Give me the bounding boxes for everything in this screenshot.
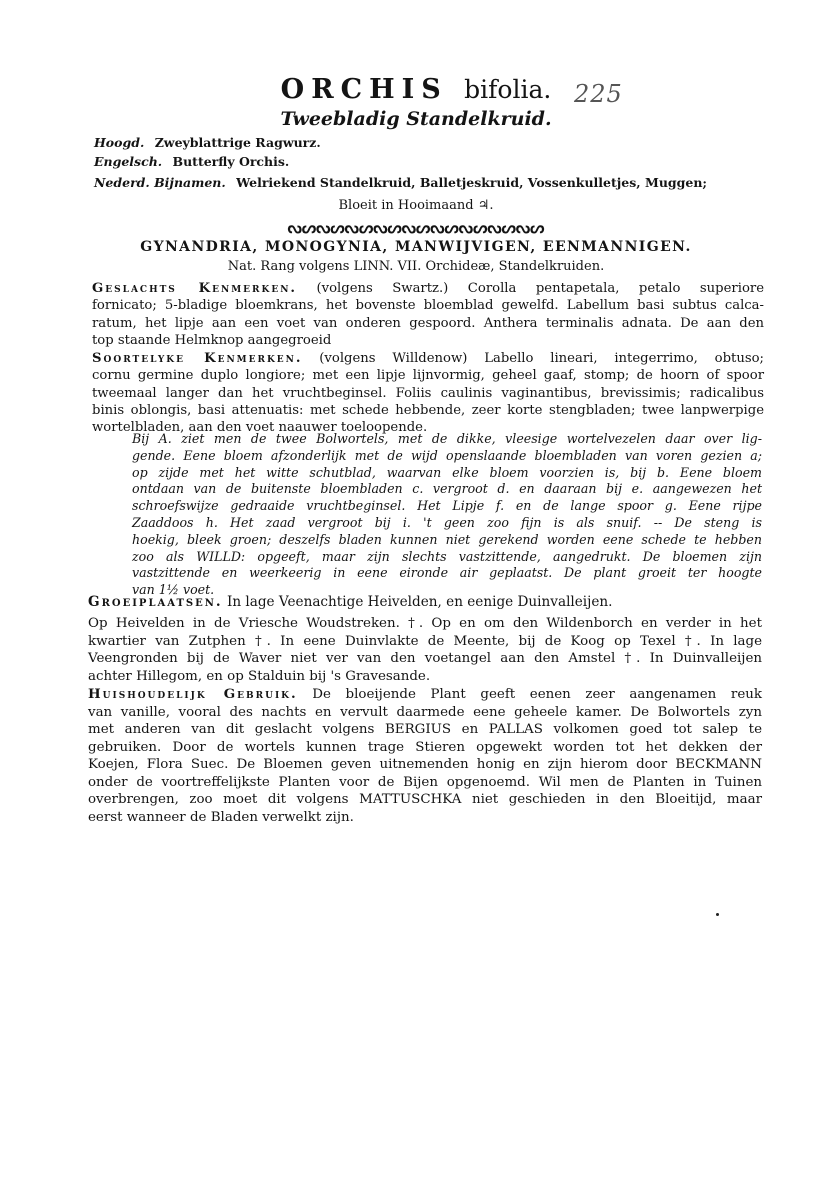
economic-use-line: De bloeijende Plant geeft eenen zeer aangenamen reuk xyxy=(312,687,762,702)
german-name-line xyxy=(94,135,321,150)
plate-description-line: gende. Eene bloem afzonderlijk met de wijd openslaande bloembladen van voren gezien a; xyxy=(132,447,762,463)
plate-description-line: Zaaddoos h. Het zaad vergroot bij i. 't geen zoo fijn is als snuif. -- De steng is xyxy=(132,514,762,530)
locations-line: achter Hillegom, en op Stalduin bij 's Gravesande. xyxy=(88,668,431,684)
page-number: 225 xyxy=(574,80,623,108)
plate-description-line: Bij A. ziet men de twee Bolwortels, met de dikke, vleesige wortelvezelen daar over lig- xyxy=(132,431,762,446)
economic-use-line: eerst wanneer de Bladen verwelkt zijn. xyxy=(88,809,354,825)
economic-use-line: gebruiken. Door de wortels kunnen trage Stieren opgewekt worden tot het dekken der xyxy=(88,739,762,755)
genus-characteristics-line: fornicato; 5-bladige bloemkrans, het bovenste bloemblad gewelfd. Labellum basi subtus calca- xyxy=(92,298,764,314)
ink-speck xyxy=(716,913,719,916)
habitat xyxy=(88,594,768,611)
economic-use-line: Koejen, Flora Suec. De Bloemen geven uitnemenden honig en zijn hierom door BECKMANN xyxy=(88,757,762,772)
ornament-divider: ᔓᔕᔓᔕᔓᔕᔓᔕᔓᔕᔓᔕᔓᔕᔓᔕᔓᔕ xyxy=(287,218,545,237)
economic-use-line: overbrengen, zoo moet dit volgens MATTUSCHKA niet geschieden in den Bloeitijd, maar xyxy=(88,792,762,807)
species-characteristics-line: tweemaal langer dan het vruchtbeginsel. Foliis caulinis vaginantibus, brevissimis; radicalibus xyxy=(92,385,764,401)
german-name-value: Zweyblattrige Ragwurz. xyxy=(154,135,321,150)
plate-description-line: hoekig, bleek groen; deszelfs bladen kunnen niet gerekend worden eene schede te hebben xyxy=(132,531,762,547)
plate-description xyxy=(132,431,762,599)
dutch-alt-names-value: Welriekend Standelkruid, Balletjeskruid, Vossenkulletjes, Muggen; xyxy=(236,175,708,190)
species-characteristics-line: binis oblongis, basi attenuatis: met schede hebbende, zeer korte stengbladen; twee lanpwerpige xyxy=(92,402,764,418)
english-name-line xyxy=(94,154,289,169)
species-characteristics-line: (volgens Willdenow) Labello lineari, integerrimo, obtuso; xyxy=(319,351,764,366)
natural-rank: Nat. Rang volgens LINN. VII. Orchideæ, Standelkruiden. xyxy=(227,259,605,274)
species-characteristics xyxy=(92,350,764,436)
locations xyxy=(88,615,762,685)
economic-use-line: van vanille, vooral des nachts en vervult daarmede eene geheele kamer. De Bolwortels zyn xyxy=(88,704,762,720)
locations-line: Op Heivelden in de Vriesche Woudstreken. †. Op en om den Wildenborch en verder in het xyxy=(88,616,762,631)
plate-description-line: vastzittende en weerkeerig in eene eironde air geplaatst. De plant groeit ter hoogte xyxy=(132,565,762,581)
page-title xyxy=(0,74,832,105)
economic-use-heading: Huishoudelijk Gebruik. xyxy=(88,686,298,702)
genus-characteristics-line: top staande Helmknop aangegroeid xyxy=(92,332,332,348)
plate-description-line: ontdaan van de buitenste bloembladen c. vergroot d. en daaraan bij e. aangewezen het xyxy=(132,481,762,497)
linnaean-classification: GYNANDRIA, MONOGYNIA, MANWIJVIGEN, EENMANNIGEN. xyxy=(140,239,692,255)
dutch-alt-names-label: Nederd. Bijnamen. xyxy=(94,175,226,190)
habitat-heading: Groeiplaatsen. xyxy=(88,594,223,610)
species-name: bifolia. xyxy=(464,75,552,104)
species-characteristics-line: wortelbladen, aan den voet naauwer toeloopende. xyxy=(92,420,428,436)
economic-use xyxy=(88,686,762,826)
habitat-text: In lage Veenachtige Heivelden, en eenige Duinvalleijen. xyxy=(226,594,613,610)
dutch-alt-names-line xyxy=(94,175,707,190)
english-name-value: Butterfly Orchis. xyxy=(172,154,290,169)
economic-use-line: met anderen van dit geslacht volgens BERGIUS en PALLAS volkomen goed tot salep te xyxy=(88,722,762,737)
species-characteristics-heading: Soortelyke Kenmerken. xyxy=(92,351,303,366)
english-name-label: Engelsch. xyxy=(94,154,163,169)
genus-characteristics-line: (volgens Swartz.) Corolla pentapetala, petalo superiore xyxy=(316,281,764,296)
genus-characteristics xyxy=(92,280,764,349)
genus-characteristics-heading: Geslachts Kenmerken. xyxy=(92,281,298,296)
german-name-label: Hoogd. xyxy=(94,135,145,150)
locations-line: Veengronden bij de Waver niet ver van den voetangel aan den Amstel †. In Duinvalleijen xyxy=(88,651,762,666)
plate-description-line: schroefswijze gedraaide vruchtbeginsel. Het Lipje f. en de lange spoor g. Eene rijpe xyxy=(132,498,762,514)
genus-characteristics-line: ratum, het lipje aan een voet van onderen gespoord. Anthera terminalis adnata. De aan den xyxy=(92,315,764,331)
genus-name: ORCHIS xyxy=(280,74,448,105)
locations-line: kwartier van Zutphen †. In eene Duinvlakte de Meente, bij de Koog op Texel †. In lage xyxy=(88,633,762,649)
plate-description-line: zoo als WILLD: opgeeft, maar zijn slechts vastzittende, aangedrukt. De bloemen zijn xyxy=(132,548,762,564)
species-characteristics-line: cornu germine duplo longiore; met een lipje lijnvormig, geheel gaaf, stomp; de hoorn of spoor xyxy=(92,368,764,384)
plate-description-line: op zijde met het witte schutblad, waarvan elke bloem voorzien is, bij b. Eene bloem xyxy=(132,464,762,480)
economic-use-line: onder de voortreffelijkste Planten voor de Bijen opgenoemd. Wil men de Planten in Tuinen xyxy=(88,774,762,790)
plate-description-line: van 1½ voet. xyxy=(132,582,215,598)
flowering-time: Bloeit in Hooimaand ♃. xyxy=(338,198,494,213)
dutch-common-name: Tweebladig Standelkruid. xyxy=(280,108,552,130)
